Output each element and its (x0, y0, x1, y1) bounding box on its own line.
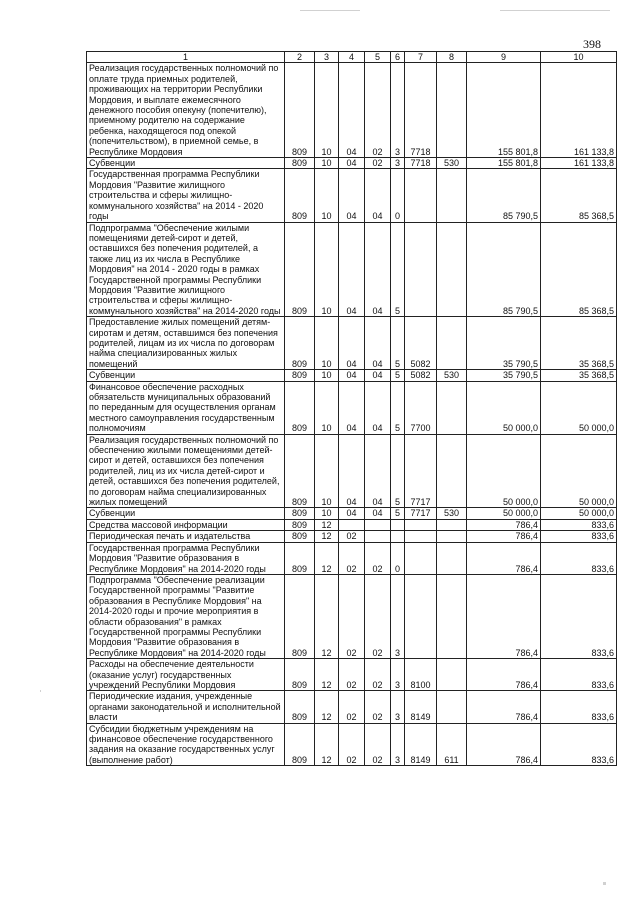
cell-subsection: 04 (339, 434, 365, 508)
cell-amount-2015: 786,4 (467, 691, 541, 723)
table-row (87, 222, 617, 317)
cell-target-item: 8100 (405, 659, 437, 691)
column-header: 7 (405, 52, 437, 63)
cell-amount-2015: 50 000,0 (467, 381, 541, 434)
cell-subsection: 04 (339, 222, 365, 317)
cell-target-item: 8149 (405, 691, 437, 723)
cell-amount-2015: 786,4 (467, 519, 541, 530)
cell-amount-2015: 786,4 (467, 542, 541, 574)
cell-name: Финансовое обеспечение расходных обязательств муниципальных образований по переданным для осуществления органам местного самоуправления государственным полномочиям (87, 381, 285, 434)
cell-subprogram: 3 (391, 723, 405, 766)
cell-subsection: 02 (339, 531, 365, 542)
cell-subsection: 04 (339, 381, 365, 434)
cell-section: 10 (315, 434, 339, 508)
cell-amount-2015: 155 801,8 (467, 63, 541, 158)
cell-program: 04 (365, 434, 391, 508)
cell-expense-type (437, 434, 467, 508)
cell-program: 02 (365, 63, 391, 158)
cell-target-item (405, 222, 437, 317)
cell-section: 12 (315, 691, 339, 723)
cell-name: Расходы на обеспечение деятельности (оказание услуг) государственных учреждений Республики Мордовия (87, 659, 285, 691)
cell-section: 10 (315, 222, 339, 317)
cell-target-item (405, 169, 437, 222)
cell-subsection: 02 (339, 574, 365, 658)
table-row (87, 542, 617, 574)
scan-artifact (40, 690, 41, 692)
cell-ministry: 809 (285, 531, 315, 542)
cell-program: 02 (365, 723, 391, 766)
cell-amount-2016: 85 368,5 (541, 222, 617, 317)
cell-subprogram: 5 (391, 317, 405, 370)
scan-artifact (500, 10, 610, 11)
cell-amount-2015: 35 790,5 (467, 317, 541, 370)
page-number: 398 (583, 37, 601, 51)
cell-expense-type (437, 519, 467, 530)
cell-expense-type (437, 574, 467, 658)
table-row (87, 519, 617, 530)
column-header: 8 (437, 52, 467, 63)
cell-section: 12 (315, 574, 339, 658)
cell-expense-type: 530 (437, 370, 467, 381)
scan-artifact (603, 882, 606, 885)
cell-amount-2016: 833,6 (541, 659, 617, 691)
table-row (87, 63, 617, 158)
cell-ministry: 809 (285, 723, 315, 766)
cell-subprogram (391, 531, 405, 542)
cell-section: 10 (315, 317, 339, 370)
column-header: 10 (541, 52, 617, 63)
cell-name: Предоставление жилых помещений детям-сиротам и детям, оставшимся без попечения родителей, лицам из их числа по договорам найма специализированных жилых помещений (87, 317, 285, 370)
cell-amount-2016: 833,6 (541, 542, 617, 574)
scan-artifact (300, 10, 360, 11)
cell-amount-2016: 35 368,5 (541, 370, 617, 381)
column-header: 6 (391, 52, 405, 63)
cell-subprogram: 3 (391, 158, 405, 169)
cell-amount-2016: 833,6 (541, 574, 617, 658)
cell-ministry: 809 (285, 317, 315, 370)
cell-name: Периодические издания, учрежденные органами законодательной и исполнительной власти (87, 691, 285, 723)
cell-section: 12 (315, 531, 339, 542)
cell-subprogram: 5 (391, 434, 405, 508)
cell-section: 12 (315, 542, 339, 574)
cell-program: 04 (365, 317, 391, 370)
cell-target-item: 7717 (405, 434, 437, 508)
cell-amount-2015: 786,4 (467, 574, 541, 658)
cell-name: Субсидии бюджетным учреждениям на финансовое обеспечение государственного задания на оказание государственных услуг (выполнение работ) (87, 723, 285, 766)
cell-name: Подпрограмма "Обеспечение жилыми помещениями детей-сирот и детей, оставшихся без попечения родителей, а также лиц из их числа в Республике Мордовия" на 2014 - 2020 годы в рамках Государственной программы Республики Мордовия "Развитие жилищного строительства и сферы жилищно-коммунального хозяйства" на 2014-2020 годы (87, 222, 285, 317)
cell-subprogram: 5 (391, 222, 405, 317)
cell-expense-type (437, 659, 467, 691)
budget-table (86, 51, 617, 766)
cell-subprogram: 3 (391, 63, 405, 158)
cell-expense-type (437, 317, 467, 370)
cell-amount-2016: 833,6 (541, 723, 617, 766)
cell-subprogram: 5 (391, 508, 405, 519)
cell-expense-type: 530 (437, 158, 467, 169)
cell-target-item (405, 574, 437, 658)
cell-subsection: 02 (339, 659, 365, 691)
table-row (87, 574, 617, 658)
cell-target-item: 7717 (405, 508, 437, 519)
cell-ministry: 809 (285, 508, 315, 519)
table-row (87, 723, 617, 766)
cell-subsection (339, 519, 365, 530)
cell-name: Реализация государственных полномочий по оплате труда приемных родителей, проживающих на территории Республики Мордовия, и выплате ежемесячного денежного пособия опекуну (попечителю), приемному родителю на содержание ребенка, находящегося под опекой (попечительством), в приемной семье, в Республике Мордовия (87, 63, 285, 158)
cell-subprogram: 0 (391, 542, 405, 574)
cell-amount-2016: 161 133,8 (541, 158, 617, 169)
cell-subprogram: 5 (391, 370, 405, 381)
cell-name: Периодическая печать и издательства (87, 531, 285, 542)
cell-amount-2016: 50 000,0 (541, 508, 617, 519)
cell-target-item: 8149 (405, 723, 437, 766)
cell-ministry: 809 (285, 574, 315, 658)
cell-program: 02 (365, 158, 391, 169)
cell-subsection: 04 (339, 63, 365, 158)
cell-amount-2015: 155 801,8 (467, 158, 541, 169)
cell-ministry: 809 (285, 63, 315, 158)
cell-name: Государственная программа Республики Мордовия "Развитие образования в Республике Мордовия" на 2014-2020 годы (87, 542, 285, 574)
cell-amount-2016: 161 133,8 (541, 63, 617, 158)
cell-ministry: 809 (285, 434, 315, 508)
cell-program: 02 (365, 691, 391, 723)
cell-name: Субвенции (87, 508, 285, 519)
cell-target-item: 7700 (405, 381, 437, 434)
cell-subprogram: 3 (391, 659, 405, 691)
cell-subprogram: 3 (391, 691, 405, 723)
cell-expense-type (437, 691, 467, 723)
cell-program (365, 531, 391, 542)
cell-amount-2016: 35 368,5 (541, 317, 617, 370)
cell-section: 12 (315, 723, 339, 766)
column-header: 5 (365, 52, 391, 63)
cell-expense-type (437, 381, 467, 434)
cell-ministry: 809 (285, 370, 315, 381)
table-body (87, 63, 617, 766)
cell-expense-type (437, 222, 467, 317)
table-header-row (87, 52, 617, 63)
cell-subprogram: 5 (391, 381, 405, 434)
cell-amount-2015: 35 790,5 (467, 370, 541, 381)
cell-section: 10 (315, 63, 339, 158)
cell-section: 10 (315, 370, 339, 381)
cell-amount-2015: 50 000,0 (467, 508, 541, 519)
cell-subprogram (391, 519, 405, 530)
cell-name: Реализация государственных полномочий по обеспечению жилыми помещениями детей-сирот и детей, оставшихся без попечения родителей, лиц из их числа детей-сирот и детей, оставшихся без попечения родителей, по договорам найма специализированных жилых помещений (87, 434, 285, 508)
cell-name: Подпрограмма "Обеспечение реализации Государственной программы "Развитие образования в Республике Мордовия" на 2014-2020 годы и прочие мероприятия в области образования" в рамках Государственной программы Республики Мордовия "Развитие образования в Республике Мордовия" на 2014-2020 годы (87, 574, 285, 658)
cell-target-item: 7718 (405, 63, 437, 158)
cell-target-item: 5082 (405, 317, 437, 370)
cell-ministry: 809 (285, 691, 315, 723)
cell-ministry: 809 (285, 659, 315, 691)
cell-section: 10 (315, 508, 339, 519)
cell-section: 10 (315, 381, 339, 434)
cell-name: Субвенции (87, 158, 285, 169)
cell-subsection: 02 (339, 542, 365, 574)
cell-target-item (405, 519, 437, 530)
table-row (87, 381, 617, 434)
cell-subsection: 04 (339, 317, 365, 370)
cell-subprogram: 0 (391, 169, 405, 222)
cell-program: 02 (365, 542, 391, 574)
cell-amount-2015: 786,4 (467, 723, 541, 766)
cell-target-item: 5082 (405, 370, 437, 381)
cell-section: 12 (315, 519, 339, 530)
cell-expense-type (437, 531, 467, 542)
cell-amount-2015: 85 790,5 (467, 169, 541, 222)
cell-section: 10 (315, 158, 339, 169)
cell-target-item (405, 531, 437, 542)
cell-ministry: 809 (285, 542, 315, 574)
cell-amount-2016: 833,6 (541, 691, 617, 723)
table-row (87, 531, 617, 542)
cell-program: 04 (365, 381, 391, 434)
table-row (87, 370, 617, 381)
cell-ministry: 809 (285, 158, 315, 169)
cell-program (365, 519, 391, 530)
cell-amount-2016: 85 368,5 (541, 169, 617, 222)
cell-section: 12 (315, 659, 339, 691)
cell-section: 10 (315, 169, 339, 222)
cell-amount-2016: 50 000,0 (541, 381, 617, 434)
cell-target-item: 7718 (405, 158, 437, 169)
column-header: 4 (339, 52, 365, 63)
cell-name: Субвенции (87, 370, 285, 381)
table-row (87, 691, 617, 723)
table-row (87, 508, 617, 519)
cell-amount-2015: 85 790,5 (467, 222, 541, 317)
cell-expense-type (437, 63, 467, 158)
table-row (87, 434, 617, 508)
cell-amount-2015: 50 000,0 (467, 434, 541, 508)
table-row (87, 659, 617, 691)
cell-expense-type (437, 169, 467, 222)
column-header: 3 (315, 52, 339, 63)
cell-subsection: 02 (339, 723, 365, 766)
cell-amount-2016: 50 000,0 (541, 434, 617, 508)
cell-program: 02 (365, 574, 391, 658)
cell-program: 04 (365, 370, 391, 381)
cell-ministry: 809 (285, 222, 315, 317)
cell-subsection: 04 (339, 508, 365, 519)
cell-program: 04 (365, 508, 391, 519)
cell-ministry: 809 (285, 381, 315, 434)
cell-subsection: 02 (339, 691, 365, 723)
cell-expense-type: 530 (437, 508, 467, 519)
cell-subsection: 04 (339, 370, 365, 381)
table-row (87, 169, 617, 222)
cell-name: Средства массовой информации (87, 519, 285, 530)
cell-program: 04 (365, 169, 391, 222)
cell-subsection: 04 (339, 169, 365, 222)
cell-program: 04 (365, 222, 391, 317)
column-header: 9 (467, 52, 541, 63)
cell-amount-2016: 833,6 (541, 519, 617, 530)
cell-amount-2015: 786,4 (467, 659, 541, 691)
cell-program: 02 (365, 659, 391, 691)
cell-name: Государственная программа Республики Мордовия "Развитие жилищного строительства и сферы жилищно-коммунального хозяйства" на 2014 - 2020 годы (87, 169, 285, 222)
cell-expense-type: 611 (437, 723, 467, 766)
column-header: 2 (285, 52, 315, 63)
cell-amount-2016: 833,6 (541, 531, 617, 542)
cell-target-item (405, 542, 437, 574)
cell-subprogram: 3 (391, 574, 405, 658)
cell-ministry: 809 (285, 519, 315, 530)
cell-subsection: 04 (339, 158, 365, 169)
cell-expense-type (437, 542, 467, 574)
column-header: 1 (87, 52, 285, 63)
table-row (87, 317, 617, 370)
table-row (87, 158, 617, 169)
cell-amount-2015: 786,4 (467, 531, 541, 542)
cell-ministry: 809 (285, 169, 315, 222)
